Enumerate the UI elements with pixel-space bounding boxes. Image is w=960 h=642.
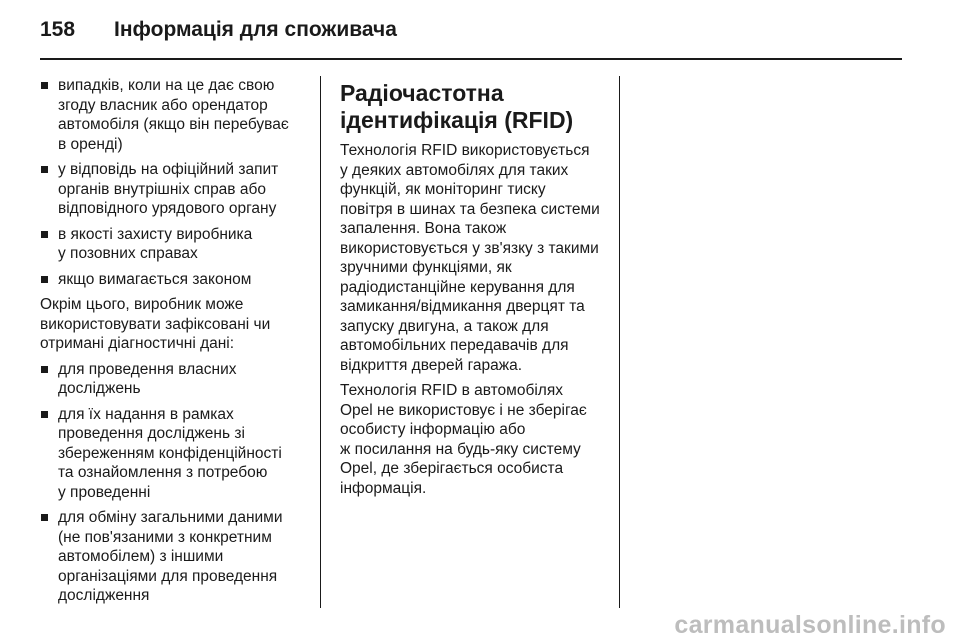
rfid-paragraph-1 — [340, 141, 608, 375]
watermark-text: carmanualsonline.info — [674, 611, 946, 639]
section-heading — [340, 80, 608, 134]
text-line: випадків, коли на це дає свою — [58, 77, 275, 94]
text-line: замикання/відмикання дверцят та — [340, 298, 585, 315]
text-line: автомобілем) з іншими — [58, 548, 224, 565]
text-line: зручними функціями, як — [340, 259, 512, 276]
bullet-icon — [41, 514, 48, 521]
text-line: Opel, де зберігається особиста — [340, 460, 564, 477]
list-item — [40, 160, 304, 219]
list-item — [40, 405, 304, 503]
text-line: запуску двигуна, а також для — [340, 317, 549, 335]
text-line: органів внутрішніх справ або — [58, 180, 266, 198]
text-line: функцій, як моніторинг тиску — [340, 181, 546, 198]
text-line: у відповідь на офіційний запит — [58, 161, 279, 178]
right-column — [340, 80, 608, 504]
bullet-icon — [41, 366, 48, 373]
text-line: (не пов'язаними з конкретним — [58, 528, 272, 546]
text-line: використовувати зафіксовані чи — [40, 315, 271, 333]
text-line: радіодистанційне керування для — [340, 278, 575, 296]
column-divider — [320, 76, 321, 608]
page-title: Інформація для споживача — [114, 18, 397, 41]
text-line: автомобіля (якщо він перебуває — [58, 116, 289, 133]
text-line: організаціями для проведення — [58, 567, 278, 585]
bullet-icon — [41, 411, 48, 418]
list-item — [40, 225, 304, 264]
header-rule — [40, 58, 902, 60]
column-divider — [619, 76, 620, 608]
text-line: відповідного урядового органу — [58, 200, 277, 217]
text-line: особисту інформацію або — [340, 421, 526, 438]
text-line: повітря в шинах та безпека системи — [340, 200, 600, 218]
text-line: дослідження — [58, 587, 150, 604]
list-1 — [40, 76, 304, 289]
text-line: ж посилання на будь-яку систему — [340, 440, 581, 458]
list-2 — [40, 360, 304, 606]
text-line: використовується у зв'язку з такими — [340, 239, 599, 257]
bullet-icon — [41, 82, 48, 89]
heading-line: ідентифікація (RFID) — [340, 107, 574, 133]
text-line: відкриття дверей гаража. — [340, 356, 523, 374]
text-line: в оренді) — [58, 135, 123, 153]
page-header — [40, 10, 397, 50]
text-line: для обміну загальними даними — [58, 509, 283, 526]
text-line: для проведення власних — [58, 360, 237, 378]
text-line: інформація. — [340, 479, 427, 497]
rfid-paragraph-2 — [340, 381, 608, 498]
intro-paragraph — [40, 295, 304, 354]
left-column — [40, 76, 304, 612]
bullet-icon — [41, 276, 48, 283]
text-line: автомобільних передавачів для — [340, 337, 569, 354]
heading-line: Радіочастотна — [340, 80, 504, 106]
text-line: проведення досліджень зі — [58, 425, 245, 442]
text-line: у деяких автомобілях для таких — [340, 161, 569, 179]
list-item — [40, 360, 304, 399]
text-line: Окрім цього, виробник може — [40, 296, 244, 313]
text-line: Opel не використовує і не зберігає — [340, 401, 587, 419]
text-line: та ознайомлення з потребою — [58, 464, 268, 481]
page-number: 158 — [40, 18, 76, 41]
list-item — [40, 270, 304, 290]
text-line: згоду власник або орендатор — [58, 96, 268, 114]
bullet-icon — [41, 231, 48, 238]
text-line: Технологія RFID використовується — [340, 142, 590, 159]
text-line: отримані діагностичні дані: — [40, 335, 235, 352]
list-item — [40, 508, 304, 606]
text-line: досліджень — [58, 380, 141, 397]
text-line: якщо вимагається законом — [58, 270, 252, 288]
bullet-icon — [41, 166, 48, 173]
text-line: збереженням конфіденційності — [58, 444, 282, 462]
text-line: для їх надання в рамках — [58, 405, 234, 423]
text-line: запалення. Вона також — [340, 220, 507, 237]
text-line: в якості захисту виробника — [58, 225, 253, 243]
text-line: у позовних справах — [58, 245, 198, 262]
text-line: у проведенні — [58, 483, 151, 501]
text-line: Технологія RFID в автомобілях — [340, 382, 563, 399]
list-item — [40, 76, 304, 154]
